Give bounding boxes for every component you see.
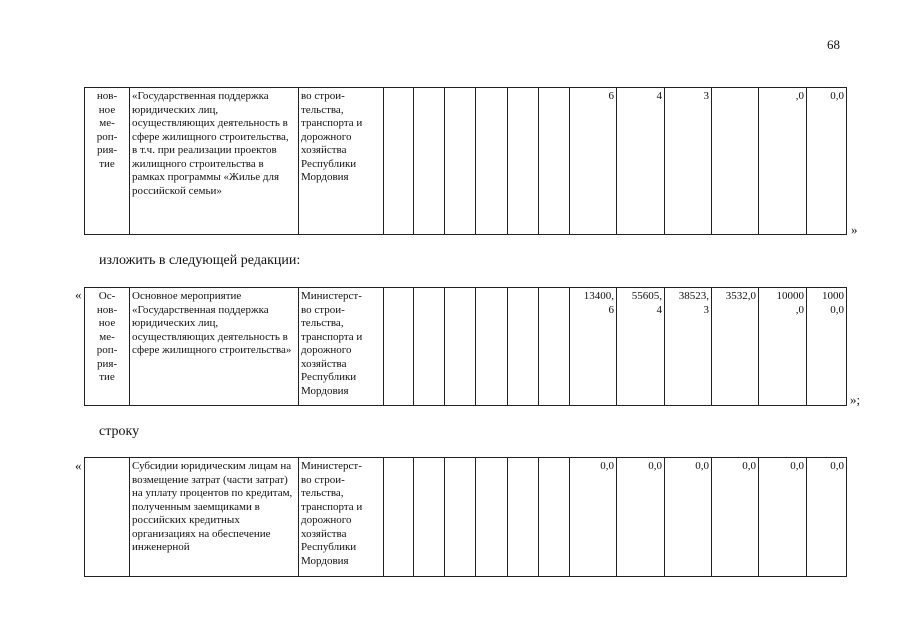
value-cell: 13400, 6 [570, 288, 617, 406]
executor-cell: во строи- тельства, транспорта и дорожного хозяйства Республики Мордовия [299, 88, 384, 235]
event-type-cell: нов- ное ме- роп- рия- тие [85, 88, 130, 235]
executor-cell: Министерст- во строи- тельства, транспорта и дорожного хозяйства Республики Мордовия [299, 288, 384, 406]
value-cell: 0,0 [570, 458, 617, 577]
table-row [85, 288, 847, 406]
value-cell: 0,0 [807, 88, 847, 235]
code-cell [508, 288, 539, 406]
code-cell [445, 288, 476, 406]
page-number: 68 [827, 37, 840, 52]
table-row [85, 458, 847, 577]
event-name-cell: Основное мероприятие «Государственная поддержка юридических лиц, осуществляющих деятельность в сфере жилищного строительства» [130, 288, 299, 406]
instruction-text: строку [99, 424, 140, 439]
code-cell [414, 458, 445, 577]
value-cell: 4 [617, 88, 665, 235]
code-cell [539, 288, 570, 406]
event-name-cell: «Государственная поддержка юридических лиц, осуществляющих деятельность в сфере жилищного строительства, в т.ч. при реализации проектов жилищного строительства в рамках программы «Жилье для российской семьи» [130, 88, 299, 235]
value-cell: 1000 0,0 [807, 288, 847, 406]
opening-quote: « [75, 458, 82, 473]
code-cell [384, 458, 414, 577]
value-cell: 0,0 [665, 458, 712, 577]
code-cell [414, 88, 445, 235]
event-type-cell [85, 458, 130, 577]
code-cell [539, 458, 570, 577]
executor-cell: Министерст- во строи- тельства, транспорта и дорожного хозяйства Республики Мордовия [299, 458, 384, 577]
table-fragment-1 [84, 87, 847, 235]
event-name-cell: Субсидии юридическим лицам на возмещение затрат (части затрат) на уплату процентов по кредитам, полученным заемщиками в российских кредитных организациях на обеспечение инженерной [130, 458, 299, 577]
event-type-cell: Ос- нов- ное ме- роп- рия- тие [85, 288, 130, 406]
value-cell: 3532,0 [712, 288, 759, 406]
code-cell [508, 88, 539, 235]
value-cell: 0,0 [617, 458, 665, 577]
code-cell [384, 88, 414, 235]
table-fragment-2 [84, 287, 847, 406]
value-cell: 55605, 4 [617, 288, 665, 406]
value-cell: 10000 ,0 [759, 288, 807, 406]
code-cell [476, 288, 508, 406]
value-cell: 0,0 [807, 458, 847, 577]
code-cell [384, 288, 414, 406]
value-cell [712, 88, 759, 235]
value-cell: 3 [665, 88, 712, 235]
code-cell [476, 88, 508, 235]
code-cell [508, 458, 539, 577]
value-cell: 38523, 3 [665, 288, 712, 406]
value-cell: 0,0 [712, 458, 759, 577]
table-row [85, 88, 847, 235]
closing-quote: »; [850, 392, 861, 407]
code-cell [445, 458, 476, 577]
code-cell [445, 88, 476, 235]
instruction-text: изложить в следующей редакции: [99, 253, 301, 268]
opening-quote: « [75, 287, 82, 302]
value-cell: 6 [570, 88, 617, 235]
value-cell: 0,0 [759, 458, 807, 577]
closing-quote: » [851, 222, 858, 237]
value-cell: ,0 [759, 88, 807, 235]
code-cell [476, 458, 508, 577]
table-fragment-3 [84, 457, 847, 577]
code-cell [414, 288, 445, 406]
code-cell [539, 88, 570, 235]
